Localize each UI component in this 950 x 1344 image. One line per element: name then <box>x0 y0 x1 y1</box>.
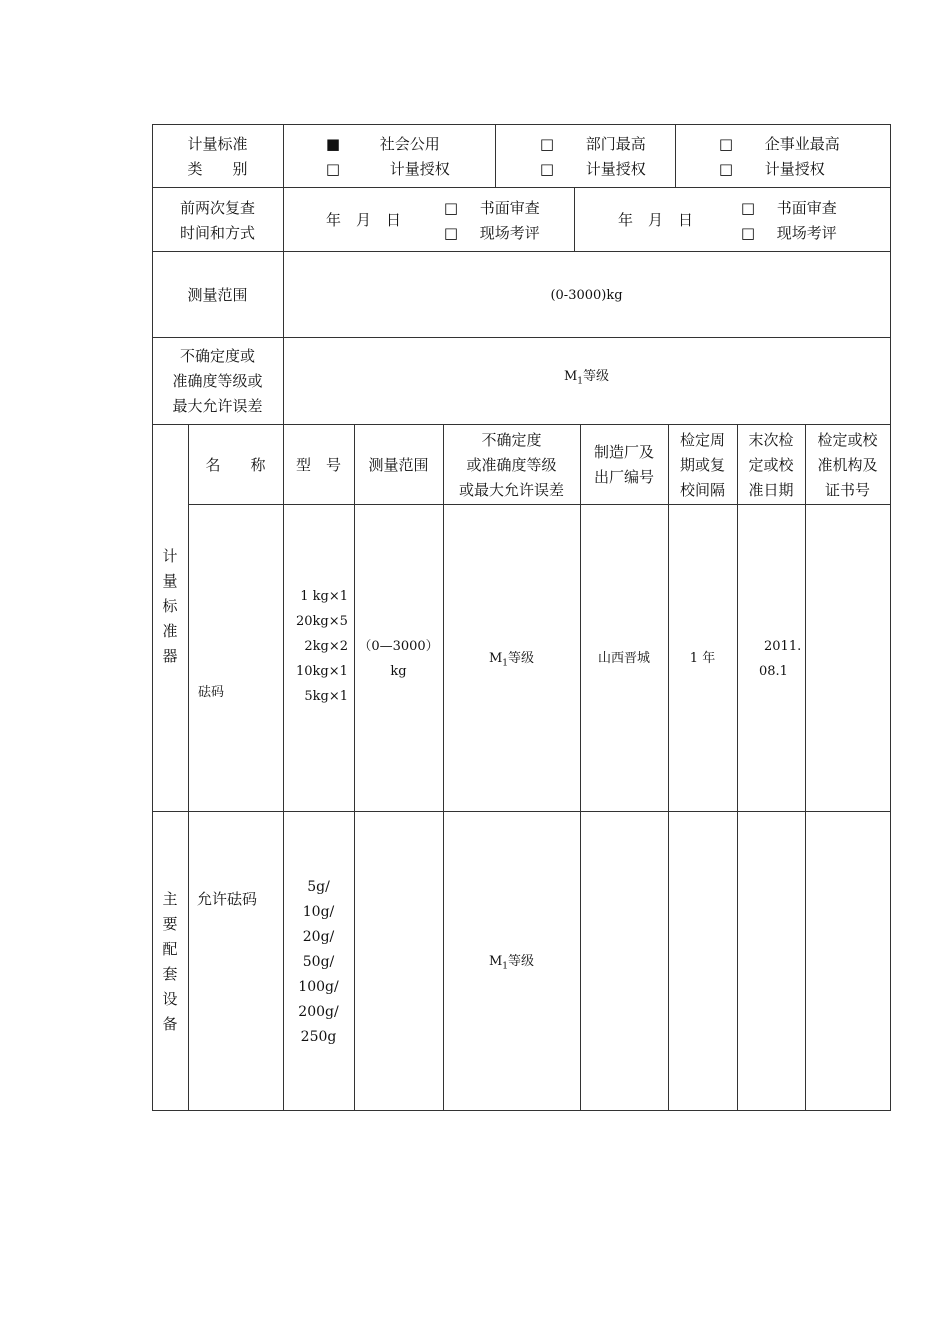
header-line: 期或复 <box>679 456 725 474</box>
grade-subscript: 1 <box>502 658 509 669</box>
grade-subscript: 1 <box>502 961 509 972</box>
date-line: 08.1 <box>759 664 788 679</box>
header-line: 证书号 <box>824 481 870 499</box>
checkbox-icon: □ <box>539 160 555 178</box>
model-line: 10kg×1 <box>296 664 348 679</box>
checkbox-icon: □ <box>539 135 555 153</box>
header-line: 末次检 <box>748 431 794 449</box>
option-label: 现场考评 <box>776 224 837 242</box>
equipment-name: 允许砝码 <box>197 890 258 908</box>
header-uncertainty <box>443 428 580 503</box>
side-char: 备 <box>162 1015 178 1033</box>
side-char: 量 <box>162 572 178 590</box>
option-authorized-1[interactable] <box>323 157 450 182</box>
model-line: 2kg×2 <box>304 639 348 654</box>
header-line: 制造厂及 <box>593 443 654 461</box>
checkbox-icon: □ <box>740 224 756 242</box>
checkbox-icon: □ <box>718 160 734 178</box>
review-onsite-2[interactable] <box>738 221 837 246</box>
grade-subscript: 1 <box>577 376 584 387</box>
review-written-1[interactable] <box>441 196 540 221</box>
side-char: 计 <box>162 547 178 565</box>
option-label: 企事业最高 <box>764 135 840 153</box>
standard-name: 砝码 <box>198 685 225 700</box>
side-char: 主 <box>162 890 178 908</box>
header-range: 测量范围 <box>368 456 429 474</box>
header-line: 或最大允许误差 <box>458 481 564 499</box>
grade-suffix: 等级 <box>508 954 535 969</box>
header-period <box>668 428 737 503</box>
uncertainty-label <box>152 344 283 419</box>
side-char: 套 <box>162 965 178 983</box>
review-label-line2: 时间和方式 <box>179 224 255 242</box>
option-department-highest[interactable] <box>537 132 646 157</box>
review-label <box>152 196 283 246</box>
range-line: kg <box>390 664 407 679</box>
review-date-2[interactable]: 年 月 日 <box>618 211 694 229</box>
side-char: 标 <box>162 597 178 615</box>
header-line: 校间隔 <box>679 481 725 499</box>
option-label: 部门最高 <box>585 135 646 153</box>
grade-suffix: 等级 <box>508 651 535 666</box>
model-line: 1 kg×1 <box>300 589 348 604</box>
option-label: 社会公用 <box>379 135 440 153</box>
model-line: 5kg×1 <box>304 689 348 704</box>
option-public-use[interactable] <box>323 132 440 157</box>
header-line: 定或校 <box>748 456 794 474</box>
header-last-date <box>737 428 805 503</box>
header-line: 检定或校 <box>817 431 878 449</box>
uncertainty-value <box>283 364 890 395</box>
side-char: 器 <box>162 647 178 665</box>
side-char: 设 <box>162 990 178 1008</box>
option-label: 书面审查 <box>776 199 837 217</box>
range-label: 测量范围 <box>187 286 248 304</box>
option-authorized-3[interactable] <box>716 157 825 182</box>
range-value: (0-3000)kg <box>550 288 623 303</box>
option-label: 计量授权 <box>764 160 825 178</box>
standard-last-date <box>759 634 803 684</box>
header-line: 准日期 <box>748 481 794 499</box>
review-date-1[interactable]: 年 月 日 <box>326 211 402 229</box>
range-line: （0—3000） <box>358 639 439 654</box>
uncertainty-label-line1: 不确定度或 <box>179 347 255 365</box>
standard-uncertainty <box>443 646 580 677</box>
grade-letter: M <box>563 369 578 384</box>
uncertainty-label-line3: 最大允许误差 <box>172 397 263 415</box>
review-written-2[interactable] <box>738 196 837 221</box>
standard-model <box>290 584 348 709</box>
checkbox-icon: □ <box>740 199 756 217</box>
category-label-line1: 计量标准 <box>187 135 248 153</box>
model-line: 200g/ <box>298 1004 339 1020</box>
model-line: 20kg×5 <box>296 614 348 629</box>
header-model: 型 号 <box>295 456 341 474</box>
header-line: 不确定度 <box>481 431 542 449</box>
model-line: 100g/ <box>298 979 339 995</box>
checkbox-icon: □ <box>443 224 459 242</box>
model-line: 250g <box>300 1029 337 1045</box>
checkbox-icon: □ <box>718 135 734 153</box>
section1-side-label <box>160 544 180 669</box>
option-label: 现场考评 <box>479 224 540 242</box>
header-manufacturer <box>580 440 668 490</box>
date-line: 2011. <box>764 639 802 654</box>
side-char: 要 <box>162 915 178 933</box>
model-line: 20g/ <box>302 929 335 945</box>
header-line: 检定周 <box>679 431 725 449</box>
uncertainty-label-line2: 准确度等级或 <box>172 372 263 390</box>
option-authorized-2[interactable] <box>537 157 646 182</box>
model-line: 10g/ <box>302 904 335 920</box>
standard-period: 1 年 <box>689 651 716 666</box>
header-line: 或准确度等级 <box>466 456 557 474</box>
grade-suffix: 等级 <box>583 369 610 384</box>
review-onsite-1[interactable] <box>441 221 540 246</box>
category-label <box>152 132 283 182</box>
header-institution <box>805 428 890 503</box>
review-label-line1: 前两次复查 <box>179 199 255 217</box>
option-label: 计量授权 <box>585 160 646 178</box>
option-enterprise-highest[interactable] <box>716 132 840 157</box>
equipment-model <box>283 875 354 1050</box>
side-char: 准 <box>162 622 178 640</box>
model-line: 50g/ <box>302 954 335 970</box>
category-label-line2: 类 别 <box>187 160 248 178</box>
option-label: 计量授权 <box>389 160 450 178</box>
section2-side-label <box>160 887 180 1037</box>
header-line: 准机构及 <box>817 456 878 474</box>
standard-manufacturer: 山西晋城 <box>597 651 650 666</box>
checkbox-icon: □ <box>325 160 341 178</box>
checkbox-icon: □ <box>443 199 459 217</box>
checkbox-checked-icon: ■ <box>325 135 341 153</box>
header-line: 出厂编号 <box>593 468 654 486</box>
option-label: 书面审查 <box>479 199 540 217</box>
side-char: 配 <box>162 940 178 958</box>
grade-letter: M <box>488 954 503 969</box>
header-name: 名 称 <box>205 456 266 474</box>
standard-range <box>354 634 443 684</box>
equipment-uncertainty <box>443 949 580 980</box>
model-line: 5g/ <box>307 879 330 895</box>
grade-letter: M <box>488 651 503 666</box>
